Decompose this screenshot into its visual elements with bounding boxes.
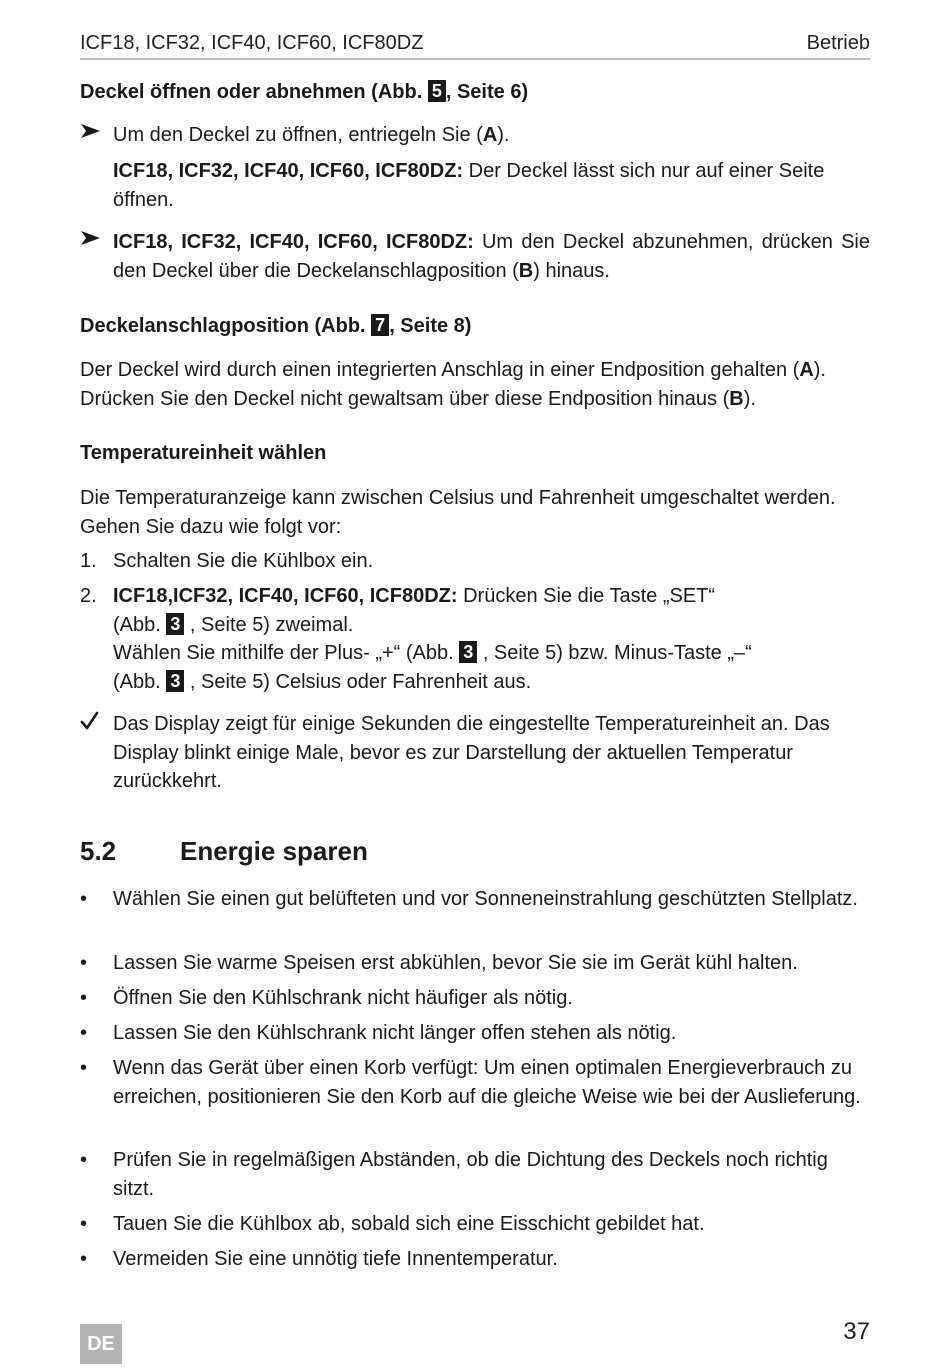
- list-item: • Prüfen Sie in regelmäßigen Abständen, ob die Dichtung des Deckels noch richtig sitzt.: [80, 1146, 870, 1203]
- page-number: 37: [843, 1318, 870, 1345]
- instruction-open-lid: Um den Deckel zu öffnen, entriegeln Sie (A).: [80, 121, 870, 150]
- bullet-dot-icon: •: [80, 952, 88, 974]
- heading-open-lid: Deckel öffnen oder abnehmen (Abb. 5 , Seite 6): [80, 81, 529, 103]
- bullet-dot-icon: •: [80, 1149, 88, 1171]
- figure-ref-badge: 3: [166, 670, 184, 692]
- header-models: ICF18, ICF32, ICF40, ICF60, ICF80DZ: [80, 32, 424, 54]
- paragraph-lid-stop: Der Deckel wird durch einen integrierten Anschlag in einer Endposition gehalten (A). Drücken Sie den Deckel nicht gewaltsam über diese Endposition hinaus (B).: [80, 359, 826, 410]
- arrow-bullet-icon: [80, 228, 110, 257]
- step-1: 1. Schalten Sie die Kühlbox ein.: [80, 547, 870, 576]
- figure-ref-badge: 3: [459, 641, 477, 663]
- running-header: [80, 30, 870, 60]
- list-item: • Wenn das Gerät über einen Korb verfügt: Um einen optimalen Energieverbrauch zu erreichen, positionieren Sie den Korb auf die gleiche Weise wie bei der Auslieferung.: [80, 1054, 870, 1111]
- bullet-dot-icon: •: [80, 1057, 88, 1079]
- list-item: • Tauen Sie die Kühlbox ab, sobald sich eine Eisschicht gebildet hat.: [80, 1210, 870, 1239]
- section-number: 5.2: [80, 836, 117, 866]
- figure-ref-badge: 3: [166, 613, 184, 635]
- header-section: Betrieb: [806, 32, 870, 54]
- list-item: • Wählen Sie einen gut belüfteten und vor Sonneneinstrahlung geschützten Stellplatz.: [80, 885, 870, 914]
- step-number: 2.: [80, 585, 97, 607]
- heading-temperature-unit: Temperatureinheit wählen: [80, 442, 327, 464]
- result-display: Das Display zeigt für einige Sekunden die eingestellte Temperatureinheit an. Das Display blinkt einige Male, bevor es zur Darstellung der aktuellen Temperatur zurückkehrt.: [80, 710, 870, 796]
- figure-ref-badge: 5: [428, 80, 446, 102]
- bullet-dot-icon: •: [80, 1248, 88, 1270]
- note-one-side: ICF18, ICF32, ICF40, ICF60, ICF80DZ: Der Deckel lässt sich nur auf einer Seite öffnen.: [113, 160, 825, 211]
- heading-lid-stop: Deckelanschlagposition (Abb. 7 , Seite 8): [80, 315, 472, 337]
- instruction-remove-lid: ICF18, ICF32, ICF40, ICF60, ICF80DZ: Um den Deckel abzunehmen, drücken Sie den Deckel über die Deckelanschlagposition (B) hinaus.: [80, 228, 870, 285]
- language-badge: DE: [80, 1324, 122, 1364]
- paragraph-temperature-intro: Die Temperaturanzeige kann zwischen Celsius und Fahrenheit umgeschaltet werden. Gehen Sie dazu wie folgt vor:: [80, 487, 836, 538]
- check-icon: [80, 710, 110, 741]
- list-item: • Lassen Sie warme Speisen erst abkühlen, bevor Sie sie im Gerät kühl halten.: [80, 949, 870, 978]
- bullet-dot-icon: •: [80, 1213, 88, 1235]
- arrow-bullet-icon: [80, 121, 110, 150]
- section-title: Energie sparen: [180, 836, 368, 866]
- list-item: • Öffnen Sie den Kühlschrank nicht häufiger als nötig.: [80, 984, 870, 1013]
- list-item: • Lassen Sie den Kühlschrank nicht länger offen stehen als nötig.: [80, 1019, 870, 1048]
- bullet-dot-icon: •: [80, 888, 88, 910]
- list-item: • Vermeiden Sie eine unnötig tiefe Innentemperatur.: [80, 1245, 870, 1274]
- bullet-dot-icon: •: [80, 1022, 88, 1044]
- step-number: 1.: [80, 550, 97, 572]
- figure-ref-badge: 7: [371, 314, 389, 336]
- bullet-dot-icon: •: [80, 987, 88, 1009]
- step-2: 2. ICF18,ICF32, ICF40, ICF60, ICF80DZ: Drücken Sie die Taste „SET“ (Abb. 3 , Seite 5) zweimal. Wählen Sie mithilfe der Plus- „+“ (Abb. 3 , Seite 5) bzw. Minus-Taste „–“ (Abb. 3 , Seite 5) Celsius oder Fahrenheit aus.: [80, 582, 870, 696]
